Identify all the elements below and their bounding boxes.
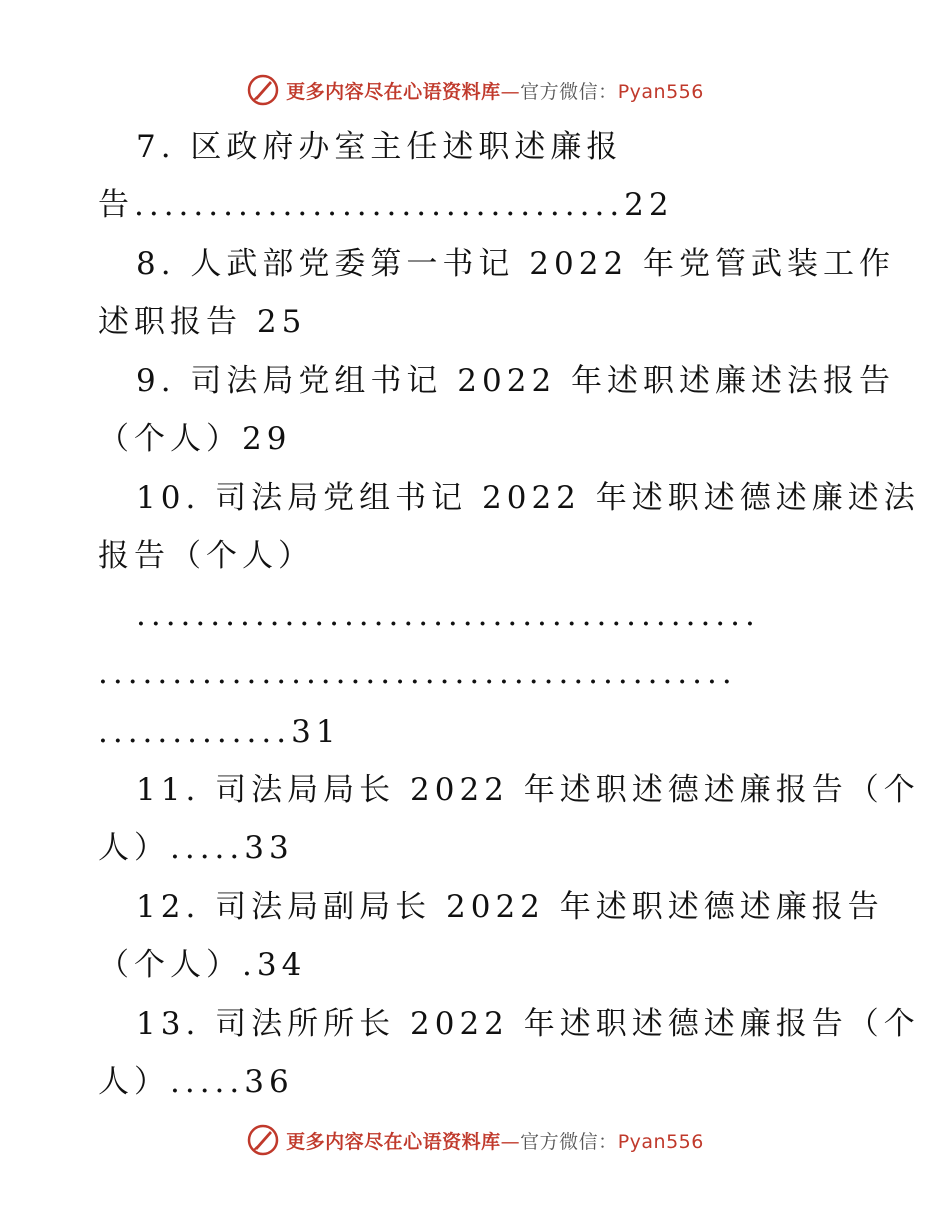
toc-line: 人）.....33 bbox=[98, 830, 294, 866]
toc-line: 9. 司法局党组书记 2022 年述职述廉述法报告 bbox=[136, 363, 896, 399]
toc-line: （个人）.34 bbox=[98, 947, 307, 983]
toc-line: 11. 司法局局长 2022 年述职述德述廉报告（个 bbox=[136, 772, 920, 808]
toc-line: 13. 司法所所长 2022 年述职述德述廉报告（个 bbox=[136, 1006, 920, 1042]
toc-line: 12. 司法局副局长 2022 年述职述德述廉报告 bbox=[136, 889, 884, 925]
toc-line: .............31 bbox=[98, 714, 341, 750]
toc-line: 7. 区政府办室主任述职述廉报 bbox=[136, 129, 623, 165]
footer-banner bbox=[0, 1120, 950, 1160]
toc-line: 8. 人武部党委第一书记 2022 年党管武装工作 bbox=[136, 246, 896, 282]
banner-dash: — bbox=[500, 1130, 521, 1153]
banner-official-label: 官方微信： bbox=[520, 80, 618, 103]
quill-pen-logo-icon bbox=[246, 73, 280, 107]
banner-text bbox=[286, 77, 704, 104]
toc-line: .......................................... bbox=[136, 597, 760, 633]
banner-brand: 更多内容尽在心语资料库 bbox=[286, 80, 501, 103]
toc-line: 述职报告 25 bbox=[98, 304, 307, 340]
banner-brand: 更多内容尽在心语资料库 bbox=[286, 1130, 501, 1153]
toc-line: （个人）29 bbox=[98, 421, 292, 457]
banner-dash: — bbox=[500, 80, 521, 103]
banner-official-label: 官方微信： bbox=[520, 1130, 618, 1153]
toc-line: 告.................................22 bbox=[98, 187, 674, 223]
banner-wechat-id: Pyan556 bbox=[617, 1130, 704, 1153]
quill-pen-logo-icon bbox=[246, 1123, 280, 1157]
toc-line: 人）.....36 bbox=[98, 1064, 294, 1100]
banner-text bbox=[286, 1127, 704, 1154]
toc-line: 报告（个人） bbox=[98, 538, 314, 574]
header-banner bbox=[0, 70, 950, 110]
toc-line: 10. 司法局党组书记 2022 年述职述德述廉述法 bbox=[136, 480, 920, 516]
toc-line: ........................................... bbox=[98, 655, 737, 691]
banner-wechat-id: Pyan556 bbox=[617, 80, 704, 103]
